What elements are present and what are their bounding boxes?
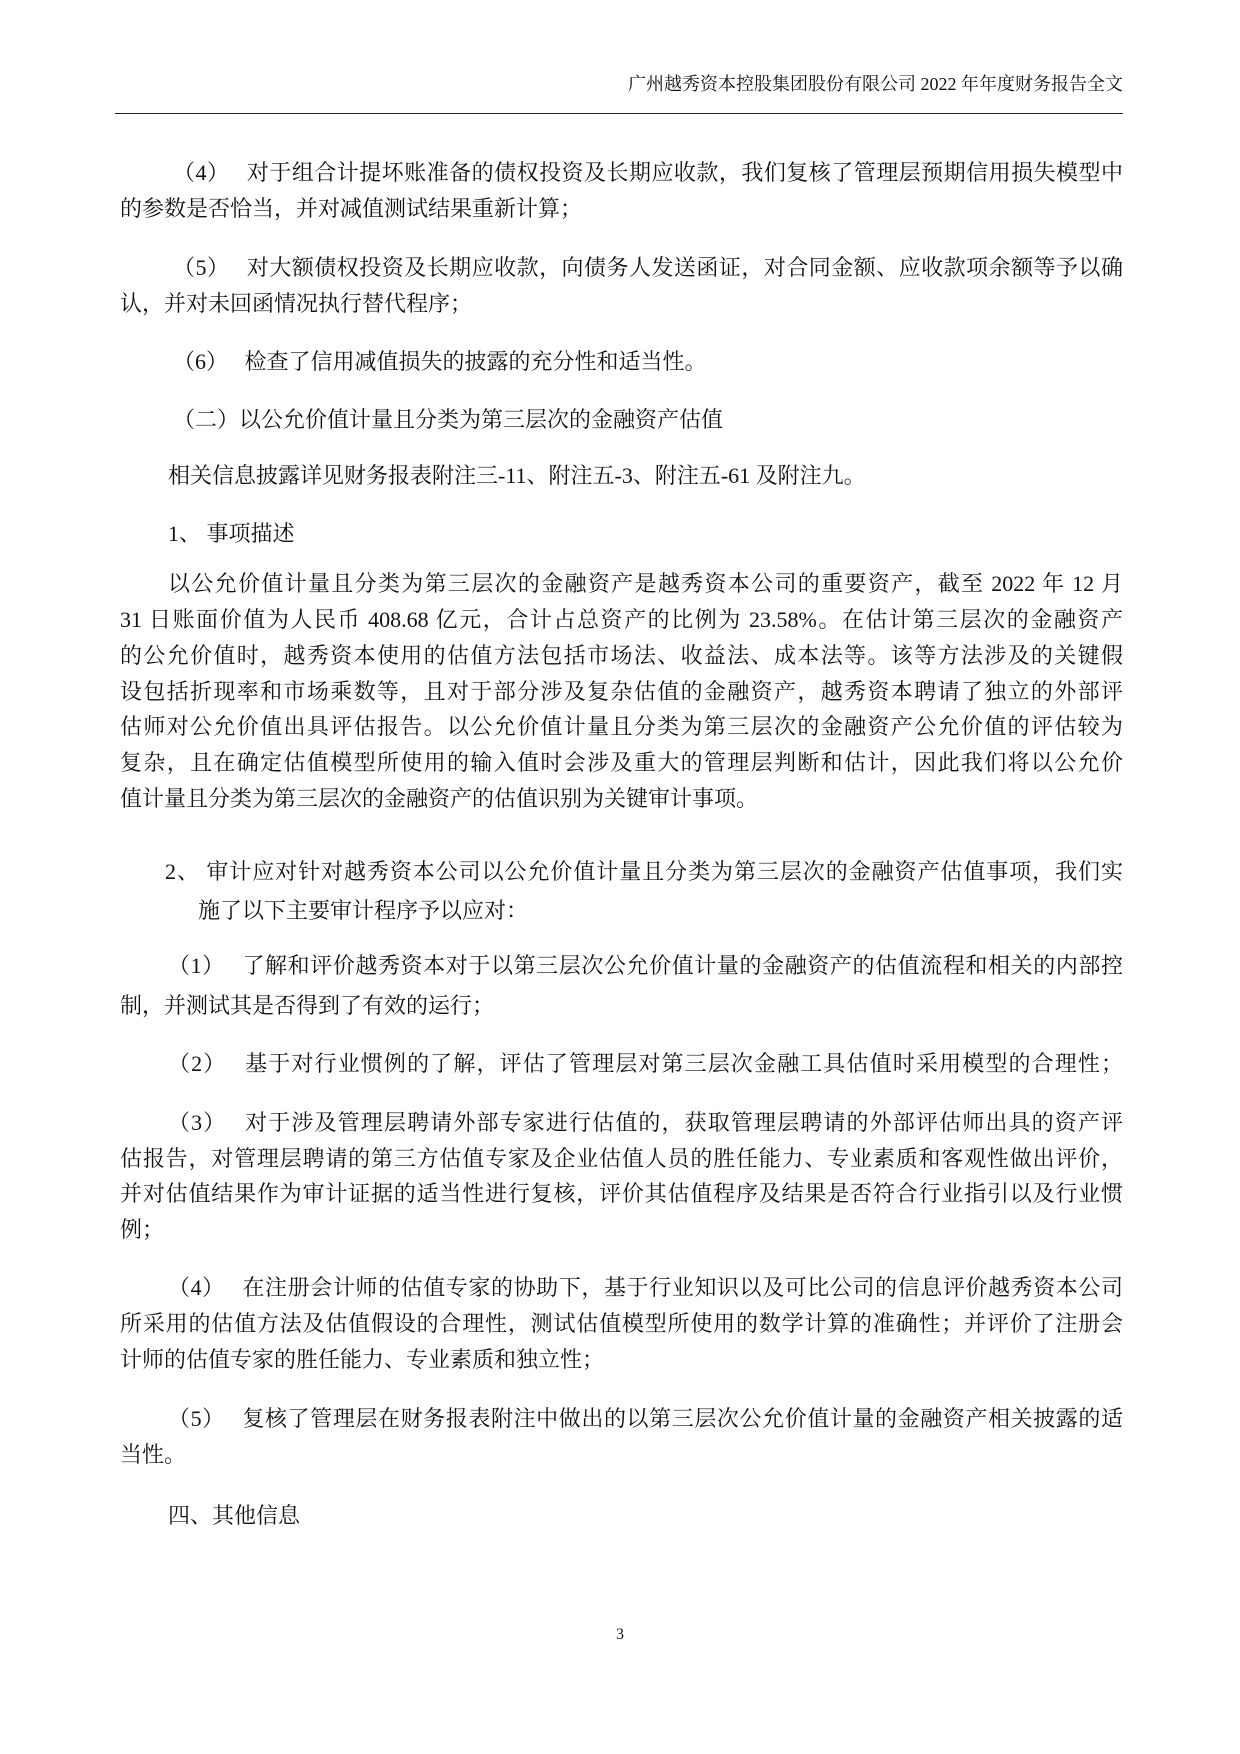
text-line: 认，并对未回函情况执行替代程序；: [120, 291, 473, 316]
text-line: 值计量且分类为第三层次的金融资产的估值识别为关键审计事项。: [120, 786, 759, 811]
text-line: （5） 复核了管理层在财务报表附注中做出的以第三层次公允价值计量的金融资产相关披露的适: [168, 1406, 1123, 1431]
text-line: 制，并测试其是否得到了有效的运行；: [120, 993, 495, 1018]
text-line: 当性。: [120, 1442, 187, 1467]
text-line: 所采用的估值方法及估值假设的合理性，测试估值模型所使用的数学计算的准确性；并评价了注册会: [120, 1311, 1123, 1336]
text-line: （2） 基于对行业惯例的了解，评估了管理层对第三层次金融工具估值时采用模型的合理性；: [168, 1051, 1123, 1076]
text-line: （4） 在注册会计师的估值专家的协助下，基于行业知识以及可比公司的信息评价越秀资本公司: [168, 1275, 1123, 1300]
text-line: （3） 对于涉及管理层聘请外部专家进行估值的，获取管理层聘请的外部评估师出具的资产评: [168, 1110, 1123, 1135]
text-line: 以公允价值计量且分类为第三层次的金融资产是越秀资本公司的重要资产，截至 2022 年 12 月: [168, 571, 1123, 596]
subsection-heading: 2、 审计应对针对越秀资本公司以公允价值计量且分类为第三层次的金融资产估值事项，我们实: [165, 859, 1123, 884]
text-line: 估报告，对管理层聘请的第三方估值专家及企业估值人员的胜任能力、专业素质和客观性做出评价，: [120, 1146, 1123, 1171]
text-line: 估师对公允价值出具评估报告。以公允价值计量且分类为第三层次的金融资产公允价值的评估较为: [120, 714, 1123, 739]
text-line: （6） 检查了信用减值损失的披露的充分性和适当性。: [173, 349, 707, 374]
page-number: 3: [616, 1626, 624, 1643]
text-line: 31 日账面价值为人民币 408.68 亿元，合计占总资产的比例为 23.58%。在估计第三层次的金融资产: [120, 607, 1123, 632]
text-line: 计师的估值专家的胜任能力、专业素质和独立性；: [120, 1347, 605, 1372]
header-rule: [115, 113, 1123, 114]
section-heading: 四、其他信息: [168, 1503, 301, 1528]
text-line: 设包括折现率和市场乘数等，且对于部分涉及复杂估值的金融资产，越秀资本聘请了独立的外部评: [120, 679, 1123, 704]
text-line: 例；: [120, 1217, 165, 1242]
section-heading: （二）以公允价值计量且分类为第三层次的金融资产估值: [173, 407, 724, 432]
subsection-heading: 1、 事项描述: [168, 521, 295, 546]
text-line: 复杂，且在确定估值模型所使用的输入值时会涉及重大的管理层判断和估计，因此我们将以公允价: [120, 750, 1123, 775]
text-line: （4） 对于组合计提坏账准备的债权投资及长期应收款，我们复核了管理层预期信用损失模型中: [173, 160, 1123, 185]
text-line: （5） 对大额债权投资及长期应收款，向债务人发送函证，对合同金额、应收款项余额等予以确: [173, 255, 1123, 280]
running-header: 广州越秀资本控股集团股份有限公司 2022 年年度财务报告全文: [628, 74, 1123, 94]
text-line: 施了以下主要审计程序予以应对：: [198, 898, 529, 923]
text-line: 并对估值结果作为审计证据的适当性进行复核，评价其估值程序及结果是否符合行业指引以及行业惯: [120, 1181, 1123, 1206]
text-line: 的公允价值时，越秀资本使用的估值方法包括市场法、收益法、成本法等。该等方法涉及的关键假: [120, 643, 1123, 668]
text-line: 的参数是否恰当，并对减值测试结果重新计算；: [120, 196, 583, 221]
text-line: 相关信息披露详见财务报表附注三-11、附注五-3、附注五-61 及附注九。: [168, 463, 866, 488]
text-line: （1） 了解和评价越秀资本对于以第三层次公允价值计量的金融资产的估值流程和相关的内部控: [168, 953, 1123, 978]
